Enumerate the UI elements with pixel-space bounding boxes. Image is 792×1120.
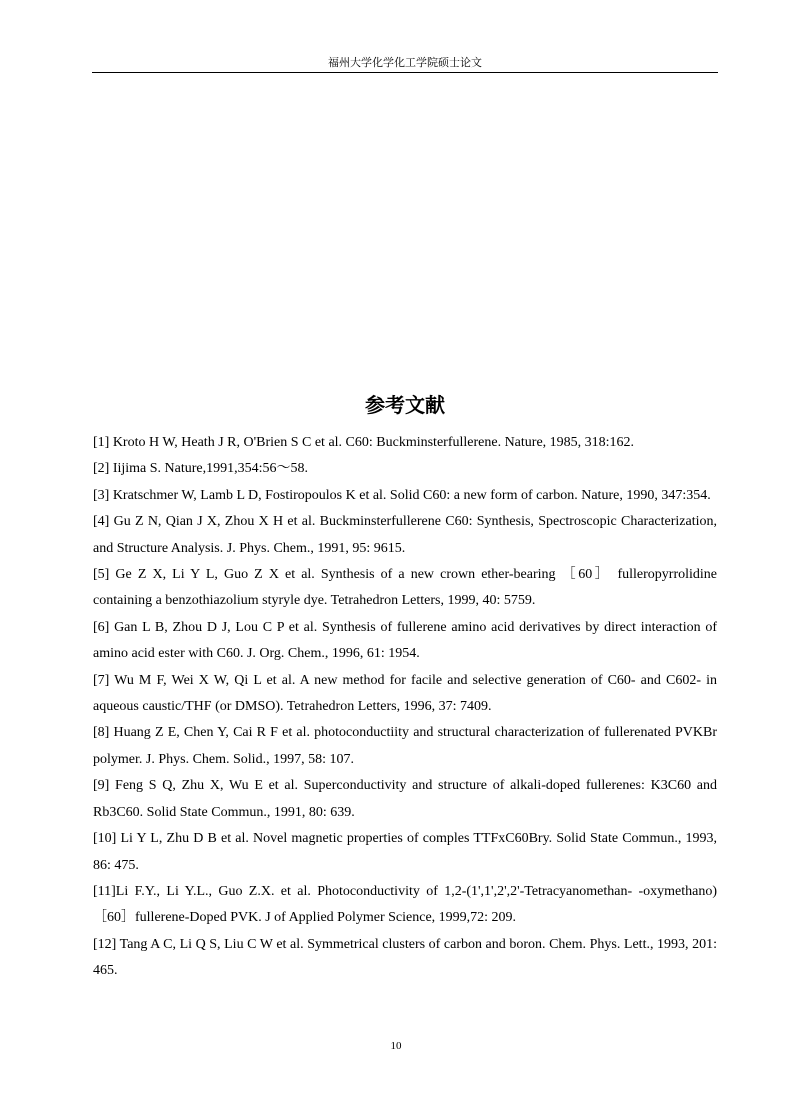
reference-item: [12] Tang A C, Li Q S, Liu C W et al. Symmetrical clusters of carbon and boron. Chem. Phys. Lett., 1993, 201: 465.	[93, 936, 717, 979]
reference-item: [9] Feng S Q, Zhu X, Wu E et al. Superconductivity and structure of alkali-doped fullerenes: K3C60 and Rb3C60. Solid State Commun., 1991, 80: 639.	[93, 778, 717, 820]
reference-item: [8] Huang Z E, Chen Y, Cai R F et al. photoconductiity and structural characterization of fullerenated PVKBr polymer. J. Phys. Chem. Solid., 1997, 58: 107.	[93, 725, 717, 767]
reference-item: [4] Gu Z N, Qian J X, Zhou X H et al. Buckminsterfullerene C60: Synthesis, Spectroscopic Characterization, and Structure Analysis. J. Phys. Chem., 1991, 95: 9615.	[93, 514, 717, 556]
reference-item: [10] Li Y L, Zhu D B et al. Novel magnetic properties of comples TTFxC60Bry. Solid State Commun., 1993, 86: 475.	[93, 831, 717, 873]
reference-item: [11]Li F.Y., Li Y.L., Guo Z.X. et al. Photoconductivity of 1,2-(1',1',2',2'-Tetracyanomethan- -oxymethano)［60］fullerene-Doped PVK. J of Applied Polymer Science, 1999,72: 209.	[93, 883, 717, 926]
page-number: 10	[390, 1040, 402, 1052]
reference-item: [2] Iijima S. Nature,1991,354:56～58.	[93, 461, 309, 477]
references-heading: 参考文献	[365, 393, 445, 417]
reference-item: [1] Kroto H W, Heath J R, O'Brien S C et al. C60: Buckminsterfullerene. Nature, 1985, 318:162.	[93, 435, 635, 450]
reference-item: [6] Gan L B, Zhou D J, Lou C P et al. Synthesis of fullerene amino acid derivatives by direct interaction of amino acid ester with C60. J. Org. Chem., 1996, 61: 1954.	[93, 619, 717, 662]
reference-item: [7] Wu M F, Wei X W, Qi L et al. A new method for facile and selective generation of C60- and C602- in aqueous caustic/THF (or DMSO). Tetrahedron Letters, 1996, 37: 7409.	[93, 672, 717, 715]
running-header: 福州大学化学化工学院硕士论文	[328, 57, 482, 69]
reference-item: [3] Kratschmer W, Lamb L D, Fostiropoulos K et al. Solid C60: a new form of carbon. Nature, 1990, 347:354.	[93, 487, 711, 503]
header-rule	[92, 72, 718, 73]
reference-list	[93, 430, 717, 985]
reference-item: [5] Ge Z X, Li Y L, Guo Z X et al. Synthesis of a new crown ether-bearing ［60］ fulleropyrrolidine containing a benzothiazolium styryle dye. Tetrahedron Letters, 1999, 40: 5759.	[93, 567, 717, 609]
